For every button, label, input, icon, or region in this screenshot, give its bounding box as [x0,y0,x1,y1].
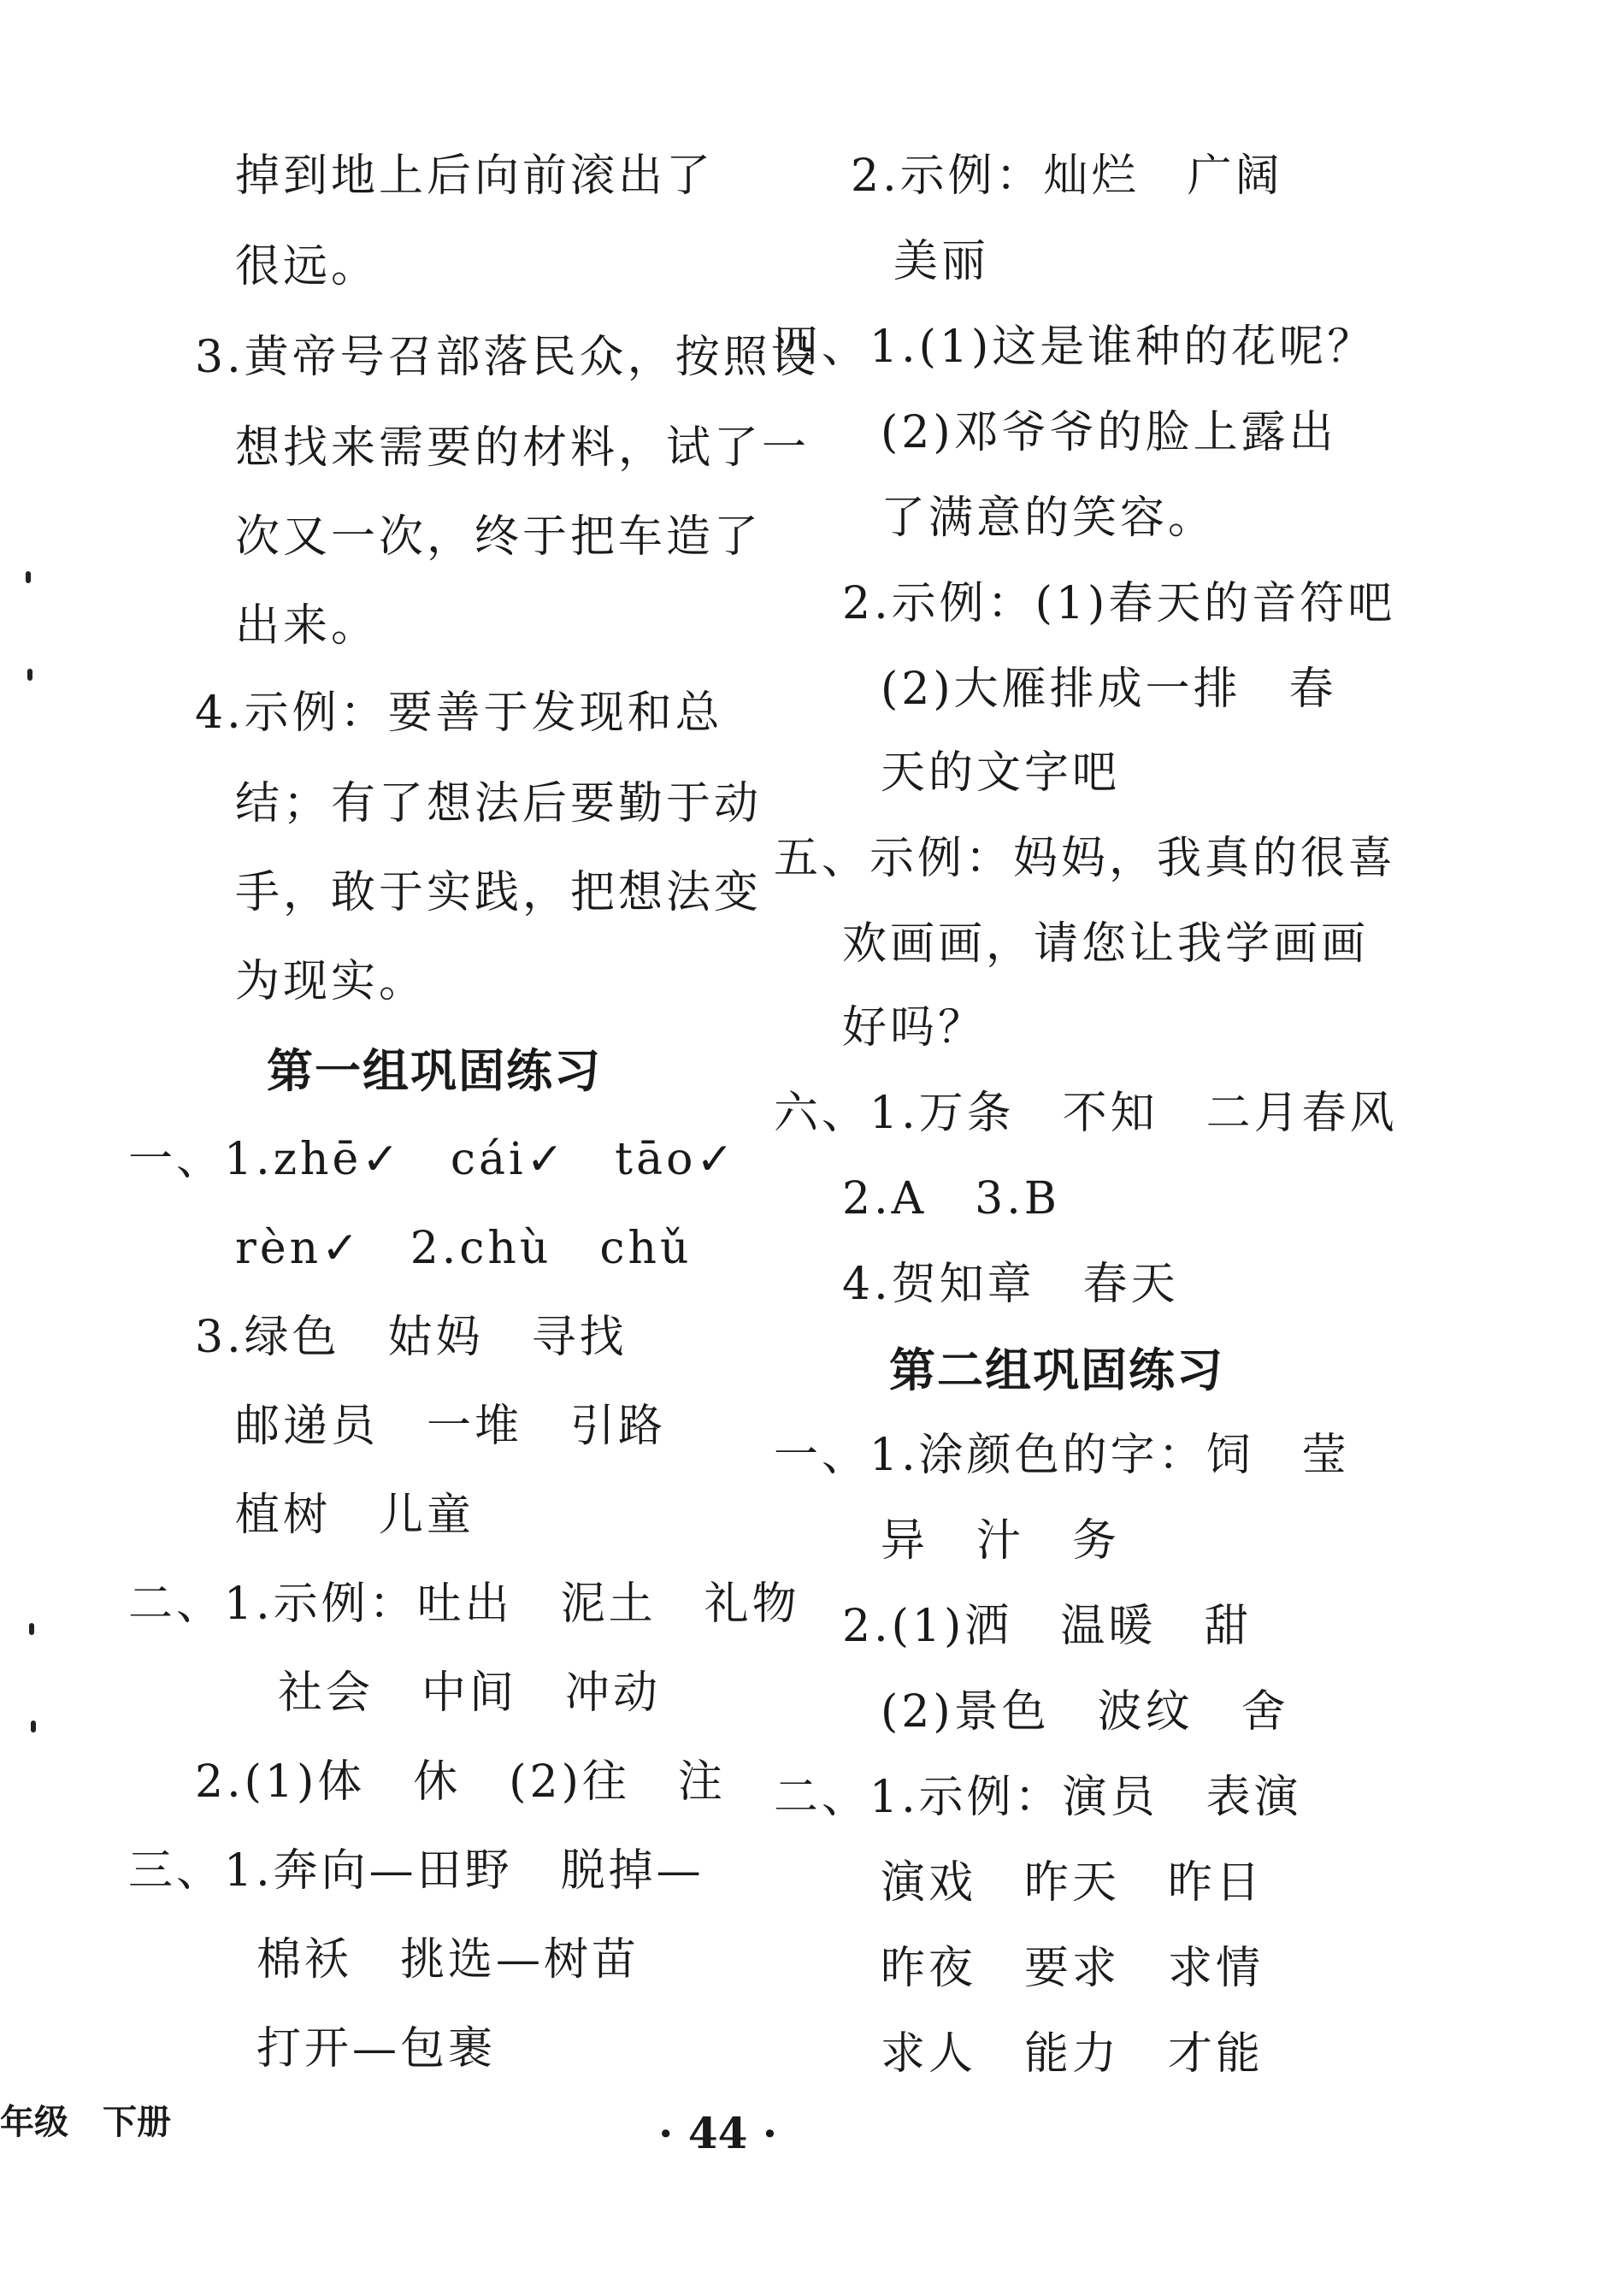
binding-mark [31,1721,36,1732]
right-line-23: 求人 能力 才能 [881,2028,1264,2080]
right-line-11: 好吗？ [842,1002,987,1054]
binding-mark [26,571,31,583]
left-line-7: 4.示例：要善于发现和总 [195,688,723,739]
footer-grade-label: 年级 下册 [0,2102,171,2142]
page-number: · 44 · [658,2108,778,2158]
binding-mark [27,669,32,681]
right-line-1: 2.示例：灿烂 广阔 [851,151,1283,202]
left-line-10: 为现实。 [235,956,427,1007]
left-line-18: 社会 中间 冲动 [278,1667,662,1719]
left-line-14: 3.绿色 姑妈 寻找 [195,1312,628,1363]
right-line-5: 了满意的笑容。 [881,493,1217,544]
left-line-15: 邮递员 一堆 引路 [235,1401,667,1452]
left-line-9: 手，敢于实践，把想法变 [235,867,763,918]
left-line-12: 一、1.zhē✓ cái✓ tāo✓ [128,1134,737,1185]
left-line-21: 棉袄 挑选—树苗 [256,1934,640,1986]
left-line-20: 三、1.奔向—田野 脱掉— [128,1845,704,1897]
left-line-16: 植树 儿童 [235,1490,475,1541]
left-line-6: 出来。 [235,600,380,652]
right-line-14: 4.贺知章 春天 [842,1259,1179,1310]
left-line-1: 掉到地上后向前滚出了 [235,151,715,202]
right-line-16: 一、1.涂颜色的字：饲 莹 [774,1430,1350,1481]
right-line-7: (2)大雁排成一排 春 [881,664,1337,715]
left-line-8: 结；有了想法后要勤于动 [235,778,763,829]
right-line-13: 2.A 3.B [842,1173,1060,1225]
left-line-22: 打开—包裹 [256,2023,497,2075]
left-line-13: rèn✓ 2.chù chǔ [235,1223,693,1274]
right-line-19: (2)景色 波纹 舍 [881,1686,1289,1738]
left-line-5: 次又一次，终于把车造了 [235,511,763,563]
right-line-10: 欢画画，请您让我学画画 [842,918,1370,970]
right-line-21: 演戏 昨天 昨日 [881,1857,1264,1909]
binding-mark [29,1623,34,1635]
right-line-2: 美丽 [893,236,990,287]
left-line-3: 3.黄帝号召部落民众，按照设 [195,332,819,383]
left-line-2: 很远。 [235,241,380,292]
right-line-18: 2.(1)洒 温暖 甜 [842,1601,1253,1652]
right-line-17: 异 汁 务 [881,1515,1121,1567]
right-line-9: 五、示例：妈妈，我真的很喜 [774,833,1397,884]
right-line-22: 昨夜 要求 求情 [881,1943,1264,1994]
right-line-4: (2)邓爷爷的脸上露出 [881,407,1337,458]
right-line-3: 四、1.(1)这是谁种的花呢？ [774,322,1376,373]
left-line-17: 二、1.示例：吐出 泥土 礼物 [128,1579,800,1630]
right-line-6: 2.示例：(1)春天的音符吧 [842,578,1396,629]
section-heading-group-2: 第二组巩固练习 [889,1343,1224,1397]
right-line-20: 二、1.示例：演员 表演 [774,1772,1302,1823]
left-line-19: 2.(1)体 休 (2)往 注 [195,1756,726,1808]
section-heading-group-1: 第一组巩固练习 [267,1043,602,1098]
right-line-8: 天的文字吧 [881,747,1121,799]
right-line-12: 六、1.万条 不知 二月春风 [774,1088,1398,1139]
left-line-4: 想找来需要的材料，试了一 [235,422,810,474]
